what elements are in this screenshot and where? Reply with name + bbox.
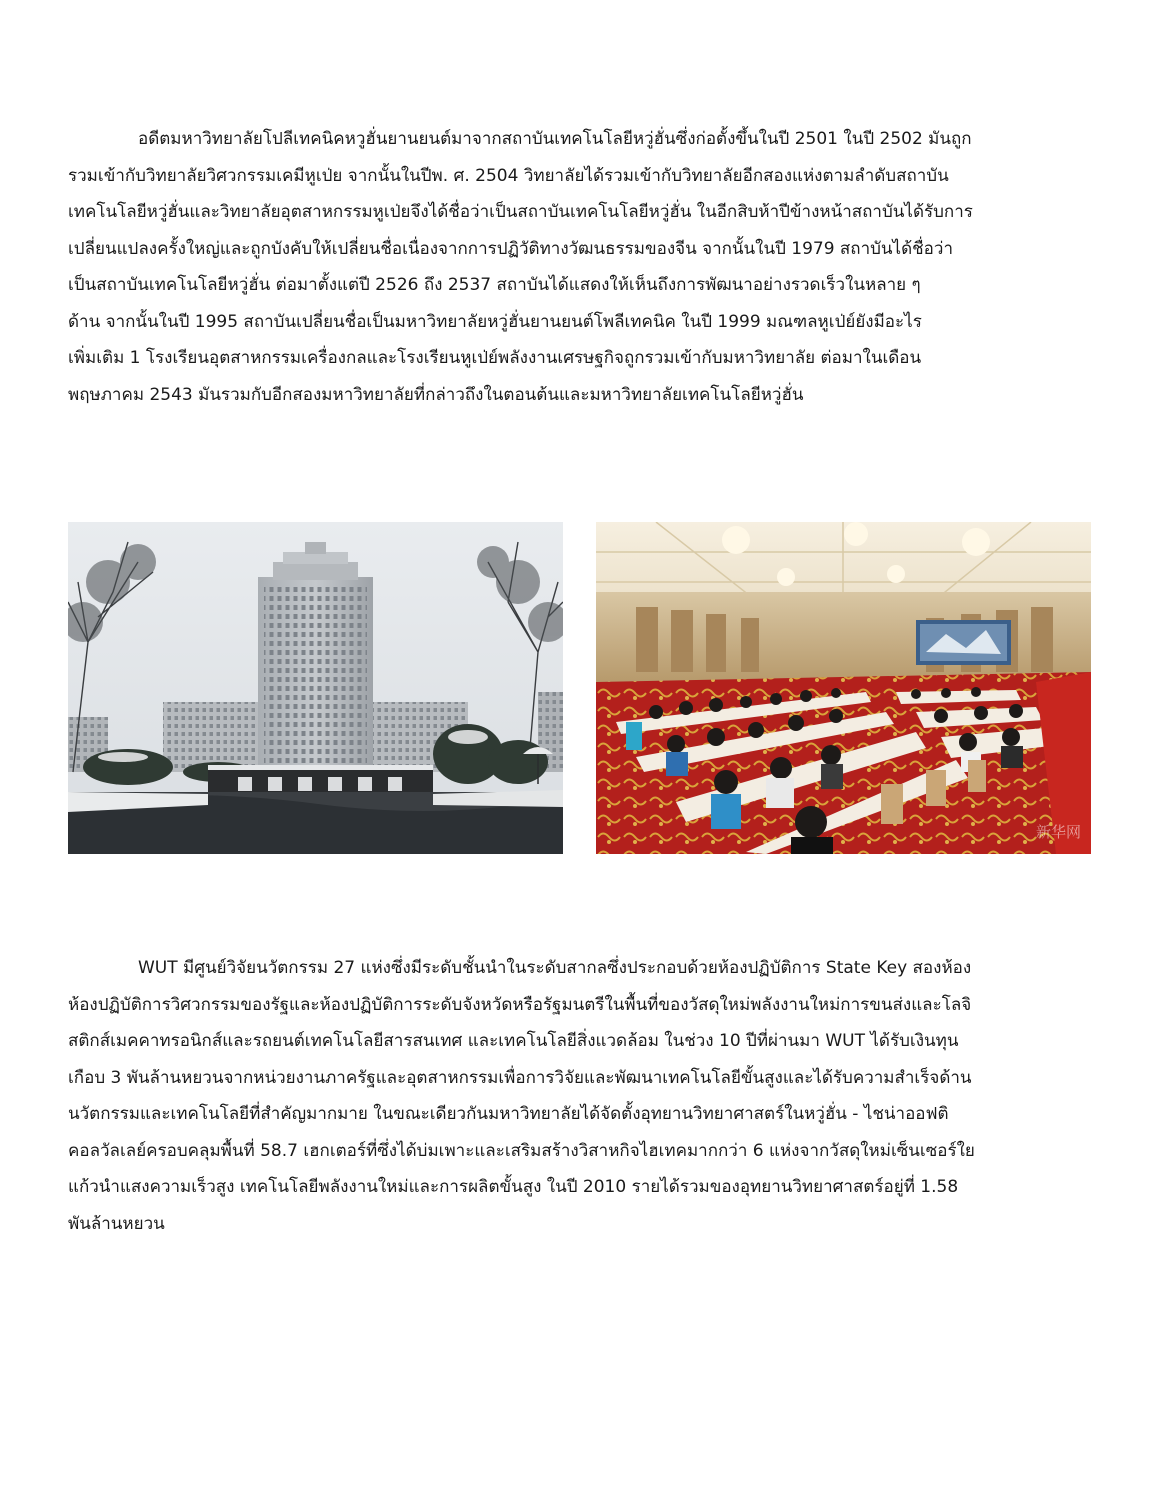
history-line: พฤษภาคม 2543 มันรวมกับอีกสองมหาวิทยาลัยที่กล่าวถึงในตอนต้นและมหาวิทยาลัยเทคโนโลยีหวู่ฮั่น: [68, 384, 804, 405]
history-line: อดีตมหาวิทยาลัยโปลีเทคนิคหวูฮั่นยานยนต์มาจากสถาบันเทคโนโลยีหวู่ฮั่นซึ่งก่อตั้งขึ้นในปี 2501 ในปี 2502 มันถูก: [138, 129, 972, 149]
research-line: ห้องปฏิบัติการวิศวกรรมของรัฐและห้องปฏิบัติการระดับจังหวัดหรือรัฐมนตรีในพื้นที่ของวัสดุใหม่พลังงานใหม่การขนส่งและโลจิ: [68, 994, 972, 1015]
history-paragraph: [68, 121, 1098, 413]
university-building-image: [68, 522, 563, 854]
research-line: คอลวัลเลย์ครอบคลุมพื้นที่ 58.7 เฮกเตอร์ที่ซึ่งได้บ่มเพาะและเสริมสร้างวิสาหกิจไฮเทคมากกว่า 6 แห่งจากวัสดุใหม่เซ็นเซอร์ใย: [68, 1140, 975, 1161]
history-line: รวมเข้ากับวิทยาลัยวิศวกรรมเคมีหูเป่ย จากนั้นในปีพ. ศ. 2504 วิทยาลัยได้รวมเข้ากับวิทยาลัยอีกสองแห่งตามลำดับสถาบัน: [68, 165, 949, 186]
university-building-photo: [68, 522, 563, 854]
research-line: แก้วนำแสงความเร็วสูง เทคโนโลยีพลังงานใหม่และการผลิตขั้นสูง ในปี 2010 รายได้รวมของอุทยานวิทยาศาสตร์อยู่ที่ 1.58: [68, 1177, 959, 1197]
hall-watermark: 新华网: [1036, 823, 1082, 841]
research-line: WUT มีศูนย์วิจัยนวัตกรรม 27 แห่งซึ่งมีระดับชั้นนำในระดับสากลซึ่งประกอบด้วยห้องปฏิบัติการ State Key สองห้อง: [138, 958, 972, 978]
conference-hall-image: [596, 522, 1091, 854]
history-line: ด้าน จากนั้นในปี 1995 สถาบันเปลี่ยนชื่อเป็นมหาวิทยาลัยหวู่ฮั่นยานยนต์โพลีเทคนิค ในปี 1999 มณฑลหูเป่ย์ยังมีอะไร: [68, 311, 922, 332]
research-line: พันล้านหยวน: [68, 1213, 165, 1234]
history-line: เปลี่ยนแปลงครั้งใหญ่และถูกบังคับให้เปลี่ยนชื่อเนื่องจากการปฏิวัติทางวัฒนธรรมของจีน จากนั้นในปี 1979 สถาบันได้ชื่อว่า: [68, 238, 953, 259]
history-line: เพิ่มเติม 1 โรงเรียนอุตสาหกรรมเครื่องกลและโรงเรียนหูเป่ย์พลังงานเศรษฐกิจถูกรวมเข้ากับมหาวิทยาลัย ต่อมาในเดือน: [68, 348, 922, 368]
research-line: นวัตกรรมและเทคโนโลยีที่สำคัญมากมาย ในขณะเดียวกันมหาวิทยาลัยได้จัดตั้งอุทยานวิทยาศาสตร์ในหวู่ฮั่น - ไชน่าออฟติ: [68, 1104, 949, 1124]
research-line: เกือบ 3 พันล้านหยวนจากหน่วยงานภาครัฐและอุตสาหกรรมเพื่อการวิจัยและพัฒนาเทคโนโลยีขั้นสูงและได้รับความสำเร็จด้าน: [68, 1067, 972, 1088]
history-line: เทคโนโลยีหวู่ฮั่นและวิทยาลัยอุตสาหกรรมหูเป่ยจึงได้ชื่อว่าเป็นสถาบันเทคโนโลยีหวู่ฮั่น ในอีกสิบห้าปีข้างหน้าสถาบันได้รับการ: [68, 202, 973, 222]
research-line: สติกส์เมคคาทรอนิกส์และรถยนต์เทคโนโลยีสารสนเทศ และเทคโนโลยีสิ่งแวดล้อม ในช่วง 10 ปีที่ผ่านมา WUT ได้รับเงินทุน: [68, 1031, 959, 1051]
history-line: เป็นสถาบันเทคโนโลยีหวู่ฮั่น ต่อมาตั้งแต่ปี 2526 ถึง 2537 สถาบันได้แสดงให้เห็นถึงการพัฒนาอย่างรวดเร็วในหลาย ๆ: [68, 275, 921, 295]
research-paragraph: [68, 950, 1098, 1242]
conference-hall-photo: [596, 522, 1091, 854]
